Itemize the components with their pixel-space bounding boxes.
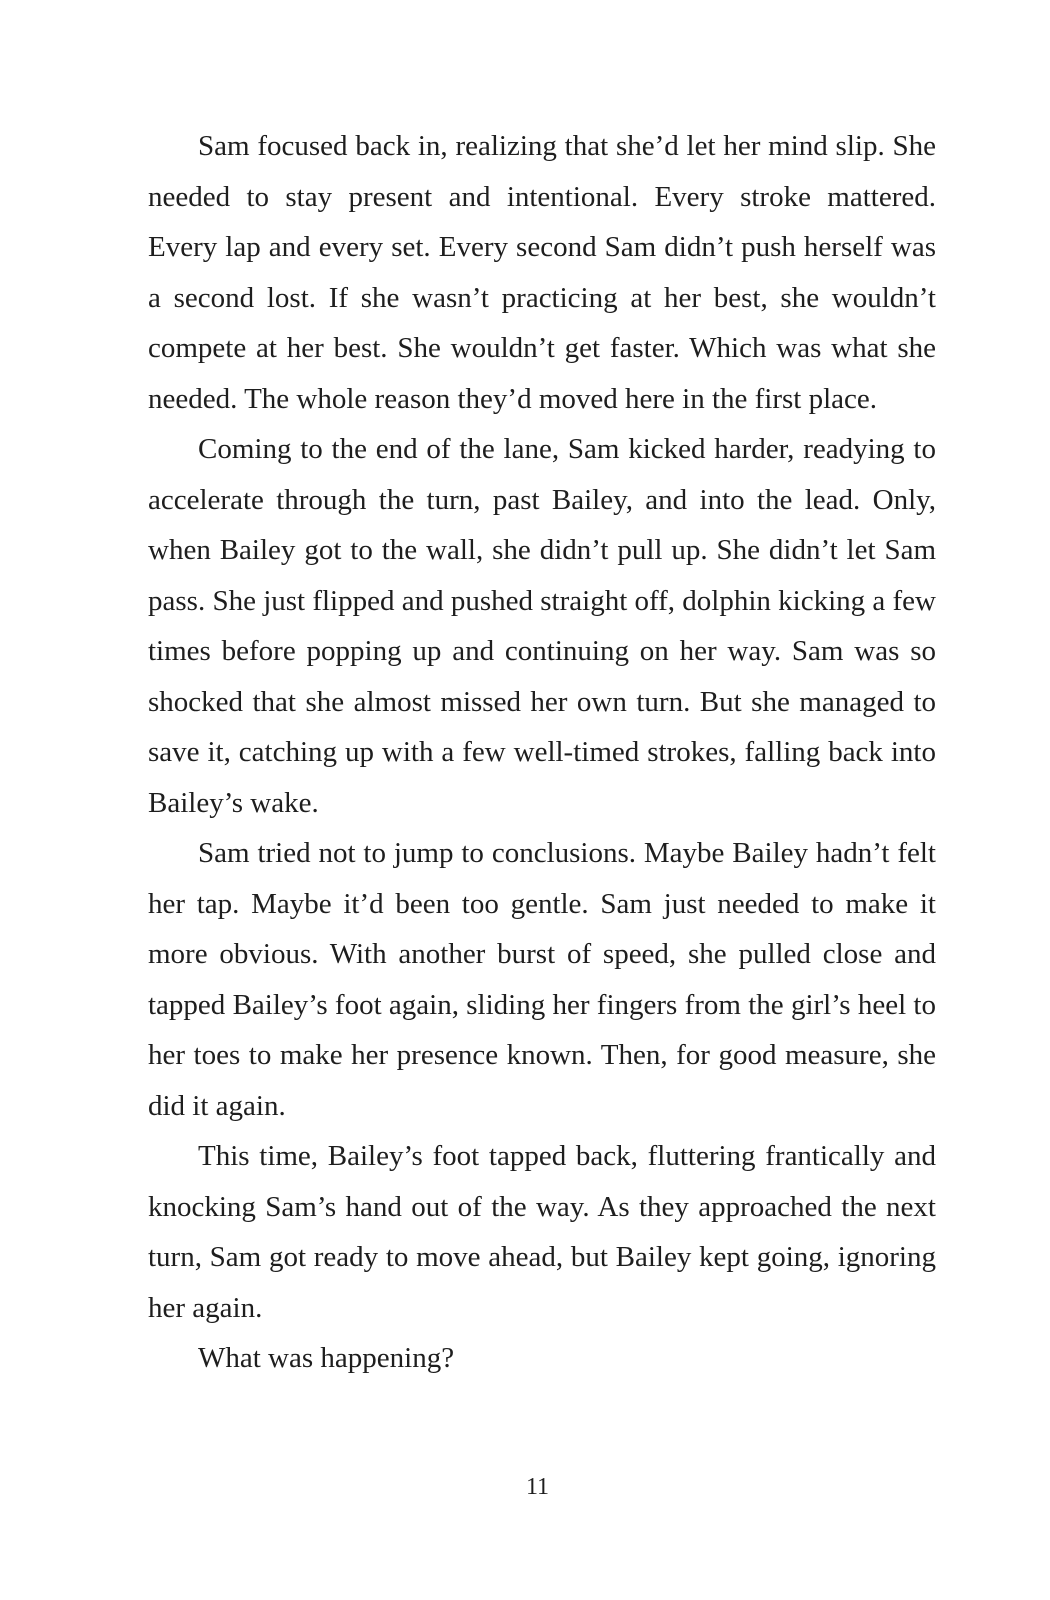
paragraph: What was happening? [198,1342,455,1374]
paragraph: Coming to the end of the lane, Sam kicked harder, readying to accelerate through the turn, past Bailey, and into the lead. Only, when Bailey got to the wall, she didn’t pull up. She didn’t let Sam pass. She just flipped and pushed straight off, dolphin kicking a few times before popping up and continuing on her way. Sam was so shocked that she almost missed her own turn. But she managed to save it, catching up with a few well-timed strokes, falling back into Bailey’s wake. [148,433,936,819]
body-text [148,121,936,1384]
paragraph: Sam tried not to jump to conclusions. Maybe Bailey hadn’t felt her tap. Maybe it’d been too gentle. Sam just needed to make it more obvious. With another burst of speed, she pulled close and tapped Bailey’s foot again, sliding her fingers from the girl’s heel to her toes to make her presence known. Then, for good measure, she did it again. [148,837,936,1122]
paragraph: Sam focused back in, realizing that she’d let her mind slip. She needed to stay present and intentional. Every stroke mattered. Every lap and every set. Every second Sam didn’t push herself was a second lost. If she wasn’t practicing at her best, she wouldn’t compete at her best. She wouldn’t get faster. Which was what she needed. The whole reason they’d moved here in the first place. [148,130,936,415]
page-number: 11 [525,1474,550,1500]
paragraph: This time, Bailey’s foot tapped back, fluttering frantically and knocking Sam’s hand out of the way. As they approached the next turn, Sam got ready to move ahead, but Bailey kept going, ignoring her again. [148,1140,936,1324]
